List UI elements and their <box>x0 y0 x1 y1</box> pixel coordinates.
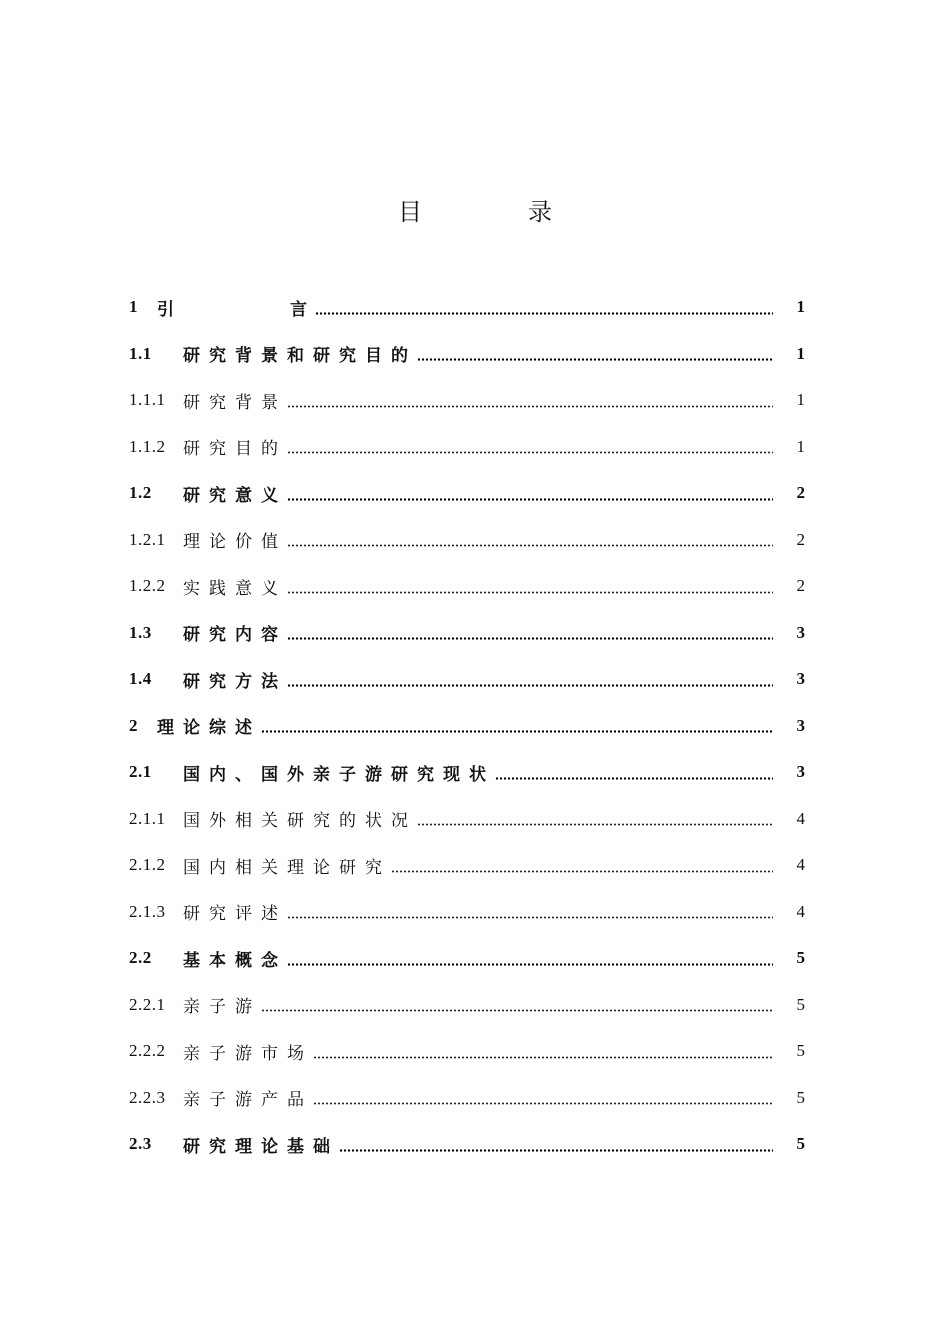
toc-label: 研究理论基础 <box>183 1136 339 1157</box>
toc-page-number: 5 <box>796 1134 805 1154</box>
toc-label: 亲子游产品 <box>183 1090 313 1111</box>
toc-page-number: 3 <box>796 762 805 782</box>
toc-label-part: 言 <box>290 299 307 320</box>
toc-number: 2.1.1 <box>129 808 166 828</box>
toc-number: 2.3 <box>129 1134 152 1154</box>
page-title <box>0 196 950 228</box>
toc-number: 1.2.1 <box>129 529 166 549</box>
toc-entry[interactable] <box>129 470 805 517</box>
toc-label: 国外相关研究的状况 <box>183 811 417 832</box>
toc-label: 理论价值 <box>183 532 287 553</box>
dot-leader <box>287 451 773 454</box>
toc-label: 理论综述 <box>157 718 261 739</box>
toc-label: 基本概念 <box>183 950 287 971</box>
toc-entry[interactable] <box>129 749 805 796</box>
title-char-1: 目 <box>398 198 422 226</box>
toc-page-number: 1 <box>796 343 805 363</box>
toc-entry[interactable] <box>129 982 805 1029</box>
toc-page-number: 3 <box>796 715 805 735</box>
toc-number: 2 <box>129 715 138 735</box>
dot-leader <box>287 684 773 687</box>
dot-leader <box>339 1149 773 1152</box>
toc-entry[interactable] <box>129 703 805 750</box>
toc-entry[interactable] <box>129 1028 805 1075</box>
toc-page-number: 1 <box>796 390 805 410</box>
toc-page-number: 1 <box>796 436 805 456</box>
toc-label <box>157 295 307 320</box>
dot-leader <box>315 312 773 315</box>
toc-number: 1.1.1 <box>129 390 166 410</box>
toc-page-number: 1 <box>796 297 805 317</box>
title-char-2: 录 <box>528 198 552 226</box>
dot-leader <box>261 1009 773 1012</box>
dot-leader <box>287 916 773 919</box>
toc-entry[interactable] <box>129 796 805 843</box>
toc-entry[interactable] <box>129 610 805 657</box>
toc-page-number: 5 <box>796 948 805 968</box>
toc-label: 国内、国外亲子游研究现状 <box>183 764 495 785</box>
toc-page-number: 2 <box>796 529 805 549</box>
toc-entry[interactable] <box>129 656 805 703</box>
toc-number: 1.3 <box>129 622 152 642</box>
toc-page-number: 2 <box>796 483 805 503</box>
toc-label: 研究背景 <box>183 392 287 413</box>
toc-label: 研究背景和研究目的 <box>183 346 417 367</box>
dot-leader <box>417 358 773 361</box>
dot-leader <box>287 591 773 594</box>
toc-label: 研究目的 <box>183 439 287 460</box>
dot-leader <box>417 823 773 826</box>
toc-number: 1.2.2 <box>129 576 166 596</box>
toc-label: 研究方法 <box>183 671 287 692</box>
toc-number: 1.1 <box>129 343 152 363</box>
toc-number: 2.1 <box>129 762 152 782</box>
toc-entry[interactable] <box>129 424 805 471</box>
toc-page-number: 5 <box>796 994 805 1014</box>
toc-entry[interactable] <box>129 842 805 889</box>
toc-label: 亲子游 <box>183 997 261 1018</box>
toc-number: 2.1.2 <box>129 855 166 875</box>
toc-entry[interactable] <box>129 889 805 936</box>
dot-leader <box>313 1056 773 1059</box>
toc-number: 2.2.3 <box>129 1087 166 1107</box>
toc-number: 1.1.2 <box>129 436 166 456</box>
dot-leader <box>391 870 773 873</box>
dot-leader <box>287 498 773 501</box>
toc-number: 2.2 <box>129 948 152 968</box>
toc-label: 研究意义 <box>183 485 287 506</box>
toc-number: 1.2 <box>129 483 152 503</box>
dot-leader <box>313 1102 773 1105</box>
toc-entry[interactable] <box>129 284 805 331</box>
toc-page-number: 3 <box>796 669 805 689</box>
toc-page-number: 4 <box>796 855 805 875</box>
toc-label: 实践意义 <box>183 578 287 599</box>
toc-entry[interactable] <box>129 517 805 564</box>
dot-leader <box>261 730 773 733</box>
toc-number: 2.2.2 <box>129 1041 166 1061</box>
toc-number: 1.4 <box>129 669 152 689</box>
toc-number: 2.1.3 <box>129 901 166 921</box>
toc-label: 研究内容 <box>183 625 287 646</box>
toc-entry[interactable] <box>129 1121 805 1168</box>
dot-leader <box>287 637 773 640</box>
toc-label: 亲子游市场 <box>183 1043 313 1064</box>
dot-leader <box>495 777 773 780</box>
table-of-contents <box>129 284 805 1168</box>
toc-page-number: 3 <box>796 622 805 642</box>
toc-number: 2.2.1 <box>129 994 166 1014</box>
toc-label: 国内相关理论研究 <box>183 857 391 878</box>
dot-leader <box>287 963 773 966</box>
toc-entry[interactable] <box>129 563 805 610</box>
toc-page-number: 5 <box>796 1087 805 1107</box>
toc-entry[interactable] <box>129 935 805 982</box>
toc-entry[interactable] <box>129 377 805 424</box>
toc-page-number: 2 <box>796 576 805 596</box>
dot-leader <box>287 405 773 408</box>
toc-entry[interactable] <box>129 1075 805 1122</box>
toc-page-number: 4 <box>796 808 805 828</box>
toc-page-number: 4 <box>796 901 805 921</box>
toc-entry[interactable] <box>129 331 805 378</box>
toc-label: 研究评述 <box>183 904 287 925</box>
toc-number: 1 <box>129 297 138 317</box>
toc-label-part: 引 <box>157 299 174 320</box>
dot-leader <box>287 544 773 547</box>
toc-page-number: 5 <box>796 1041 805 1061</box>
